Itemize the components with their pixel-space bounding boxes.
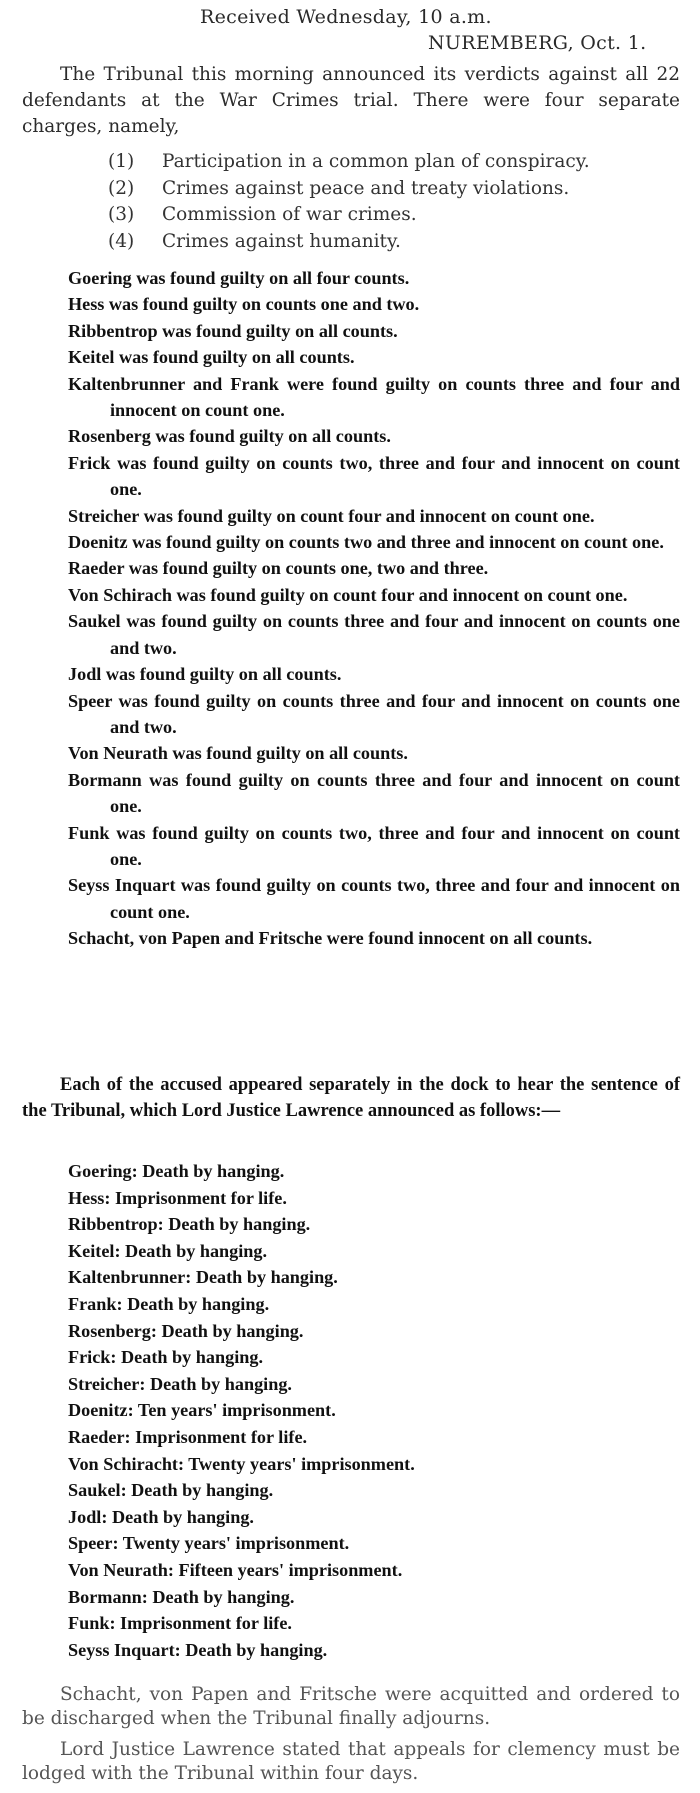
charge-item <box>108 229 590 256</box>
charge-item <box>108 176 590 203</box>
sentence-item: Raeder: Imprisonment for life. <box>68 1426 308 1447</box>
clemency-text: Lord Justice Lawrence stated that appeals for clemency must be lodged with the Tribunal within four days. <box>22 1739 680 1784</box>
sentence-item: Jodl: Death by hanging. <box>68 1506 254 1527</box>
charge-number: (2) <box>108 177 135 199</box>
sentences-list <box>68 1158 415 1663</box>
verdict-item: Speer was found guilty on counts three and four and innocent on counts one and two. <box>68 690 680 737</box>
sentence-item: Ribbentrop: Death by hanging. <box>68 1214 311 1235</box>
sentence-item: Goering: Death by hanging. <box>68 1161 285 1181</box>
verdict-item: Von Neurath was found guilty on all counts. <box>68 743 408 764</box>
verdict-item: Ribbentrop was found guilty on all counts. <box>68 320 398 341</box>
charge-number: (4) <box>108 230 135 252</box>
charge-item <box>108 202 590 229</box>
charge-text: Participation in a common plan of conspiracy. <box>162 151 590 172</box>
charge-number: (1) <box>108 151 135 172</box>
verdict-item: Keitel was found guilty on all counts. <box>68 347 355 368</box>
sentence-item: Frank: Death by hanging. <box>68 1293 270 1314</box>
sentence-item: Funk: Imprisonment for life. <box>68 1613 292 1634</box>
sentence-item: Von Neurath: Fifteen years' imprisonment. <box>68 1559 403 1580</box>
sentence-item: Streicher: Death by hanging. <box>68 1373 292 1394</box>
charge-text: Commission of war crimes. <box>162 204 417 225</box>
verdict-item: Bormann was found guilty on counts three and four and innocent on count one. <box>68 769 680 817</box>
charge-text: Crimes against humanity. <box>162 230 401 252</box>
sentence-item: Saukel: Death by hanging. <box>68 1480 274 1501</box>
verdict-item: Funk was found guilty on counts two, three and four and innocent on count one. <box>68 822 680 869</box>
verdict-item: Doenitz was found guilty on counts two and three and innocent on count one. <box>68 532 664 553</box>
verdict-item: Seyss Inquart was found guilty on counts two, three and four and innocent on count one. <box>68 875 680 922</box>
sentence-item: Speer: Twenty years' imprisonment. <box>68 1533 350 1554</box>
dateline: NUREMBERG, Oct. 1. <box>428 32 647 54</box>
verdict-item: Schacht, von Papen and Fritsche were found innocent on all counts. <box>68 928 593 949</box>
verdict-item: Frick was found guilty on counts two, three and four and innocent on count one. <box>68 452 680 500</box>
intro-paragraph <box>22 62 680 140</box>
verdict-item: Jodl was found guilty on all counts. <box>68 664 342 685</box>
verdict-item: Kaltenbrunner and Frank were found guilty on counts three and four and innocent on count one. <box>68 373 680 421</box>
sentence-item: Rosenberg: Death by hanging. <box>68 1320 304 1341</box>
sentence-item: Frick: Death by hanging. <box>68 1347 264 1368</box>
sentence-item: Kaltenbrunner: Death by hanging. <box>68 1267 338 1288</box>
charges-list <box>108 149 590 255</box>
verdict-item: Raeder was found guilty on counts one, two and three. <box>68 558 489 579</box>
acquittal-paragraph <box>22 1683 680 1731</box>
clemency-paragraph <box>22 1738 680 1786</box>
sentence-intro-text: Each of the accused appeared separately in the dock to hear the sentence of the Tribunal, which Lord Justice Lawrence announced as follows:— <box>22 1075 680 1121</box>
charge-number: (3) <box>108 204 135 225</box>
sentence-item: Von Schiracht: Twenty years' imprisonment. <box>68 1453 415 1474</box>
intro-text: The Tribunal this morning announced its verdicts against all 22 defendants at the War Crimes trial. There were four separate charges, namely, <box>22 64 680 137</box>
verdict-item: Rosenberg was found guilty on all counts. <box>68 426 391 447</box>
verdict-item: Hess was found guilty on counts one and two. <box>68 294 420 315</box>
verdict-item: Von Schirach was found guilty on count four and innocent on count one. <box>68 584 628 605</box>
charge-item <box>108 149 590 176</box>
charge-text: Crimes against peace and treaty violations. <box>162 177 570 199</box>
received-line: Received Wednesday, 10 a.m. <box>200 6 492 28</box>
sentence-item: Doenitz: Ten years' imprisonment. <box>68 1400 336 1421</box>
sentence-item: Hess: Imprisonment for life. <box>68 1187 287 1208</box>
sentence-item: Keitel: Death by hanging. <box>68 1240 268 1261</box>
acquittal-text: Schacht, von Papen and Fritsche were acquitted and ordered to be discharged when the Tribunal finally adjourns. <box>22 1684 680 1729</box>
sentence-intro-paragraph <box>22 1072 680 1124</box>
sentence-item: Bormann: Death by hanging. <box>68 1586 295 1607</box>
verdict-item: Streicher was found guilty on count four and innocent on count one. <box>68 505 595 526</box>
verdict-item: Goering was found guilty on all four counts. <box>68 268 410 288</box>
verdict-item: Saukel was found guilty on counts three and four and innocent on counts one and two. <box>68 611 680 658</box>
sentence-item: Seyss Inquart: Death by hanging. <box>68 1639 328 1660</box>
verdicts-list <box>68 265 680 952</box>
